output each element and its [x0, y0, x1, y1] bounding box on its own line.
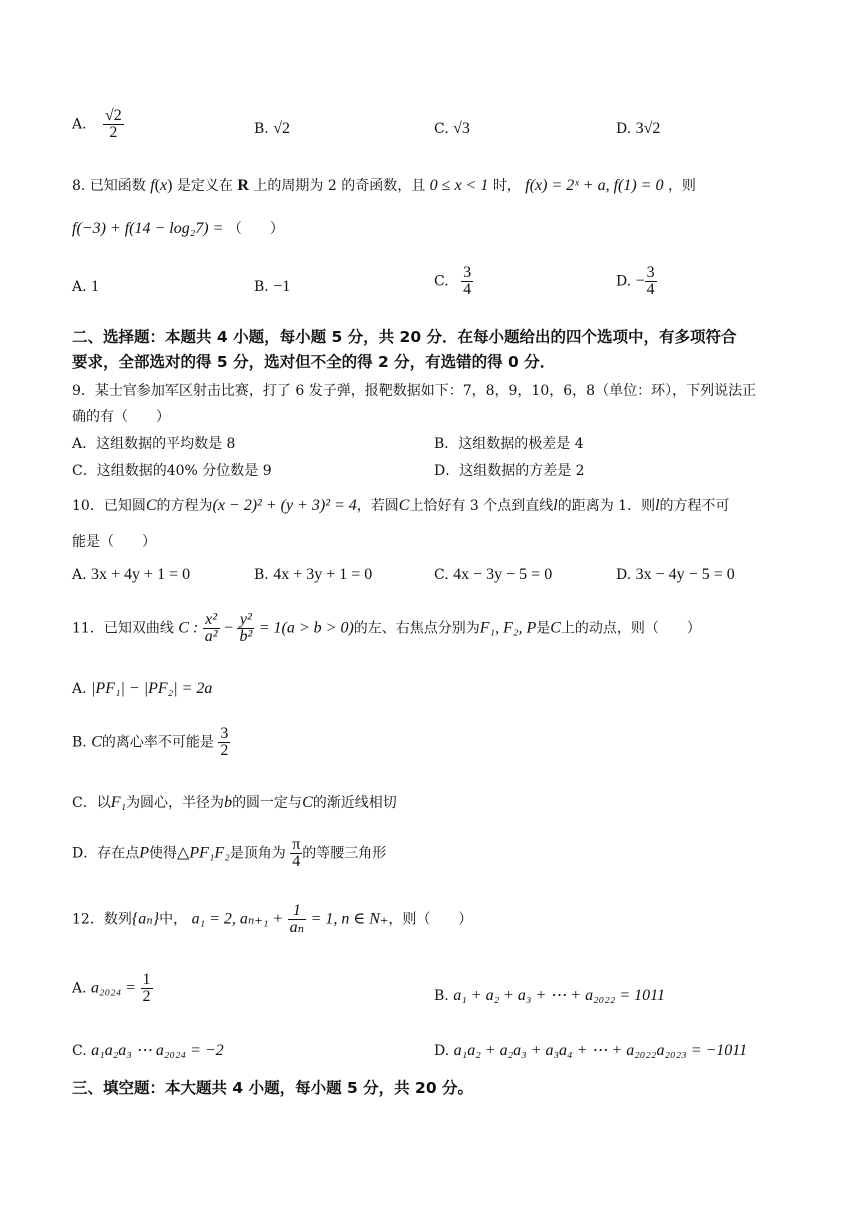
q9-stem-line2: 确的有（ ）: [72, 409, 170, 425]
q9-option-b: B．这组数据的极差是 4: [434, 436, 584, 452]
q11-option-c: C．以F₁为圆心，半径为b的圆一定与C的渐近线相切: [72, 794, 397, 811]
q8-option-d: D. − $\frac{3}{4}$: [616, 264, 655, 298]
q9-option-c: C．这组数据的40% 分位数是 9: [72, 463, 272, 479]
q10-option-b: B. 4x + 3y + 1 = 0: [254, 566, 373, 583]
q12-option-b: B. a₁ + a₂ + a₃ + ⋯ + a₂₀₂₂ = 1011: [434, 987, 665, 1004]
q8-stem-line1: 8. 已知函数 f(x) 是定义在 R 上的周期为 2 的奇函数，且 0 ≤ x < 1 时， f(x) = 2ˣ + a, f(1) = 0 ，则: [72, 177, 696, 194]
q11-option-d: D．存在点P使得△PF₁F₂是顶角为 $\frac{\pi}{4}$ 的等腰三角形: [72, 836, 387, 870]
q8-option-c: C. $\frac{3}{4}$: [434, 264, 472, 298]
section-2-heading: 二、选择题：本题共 4 小题，每小题 5 分，共 20 分．在每小题给出的四个选项中，有多项符合: [72, 328, 737, 346]
q8-stem-line2: f(−3) + f(14 − log₂7) = （ ）: [72, 220, 284, 237]
q7-option-b: B. √2: [254, 120, 290, 137]
q8-option-b: B. −1: [254, 278, 291, 295]
q10-option-c: C. 4x − 3y − 5 = 0: [434, 566, 553, 583]
q9-option-a: A．这组数据的平均数是 8: [72, 436, 236, 452]
q9-option-d: D．这组数据的方差是 2: [434, 463, 585, 479]
q12-option-a: A. a₂₀₂₄ = $\frac{1}{2}$: [72, 971, 151, 1005]
q10-stem-line1: 10．已知圆C的方程为(x − 2)² + (y + 3)² = 4，若圆C上恰好有 3 个点到直线l的距离为 1．则l的方程不可: [72, 497, 730, 514]
q12-stem: 12．数列{aₙ}中， a₁ = 2, aₙ₊₁ + $\frac{1}{\text{aₙ}}$ = 1, n ∈ N₊，则（ ）: [72, 902, 473, 936]
q10-option-a: A. 3x + 4y + 1 = 0: [72, 566, 191, 583]
section-3-heading: 三、填空题：本大题共 4 小题，每小题 5 分，共 20 分。: [72, 1079, 474, 1097]
q9-stem-line1: 9．某士官参加军区射击比赛，打了 6 发子弹，报靶数据如下：7，8，9，10，6，8（单位：环），下列说法正: [72, 383, 757, 399]
q12-option-d: D. a₁a₂ + a₂a₃ + a₃a₄ + ⋯ + a₂₀₂₂a₂₀₂₃ = −1011: [434, 1042, 748, 1059]
q7-option-c: C. √3: [434, 120, 470, 137]
q11-stem: 11．已知双曲线 C : $\frac{\text{x²}}{\text{a²}}$ − $\frac{\text{y²}}{\text{b²}}$ = 1(a > b > 0)的左、右焦点分别为F₁, F₂, P是C上的动点，则（ ）: [72, 611, 701, 645]
q12-option-c: C. a₁a₂a₃ ⋯ a₂₀₂₄ = −2: [72, 1042, 224, 1059]
q11-option-b: B. C的离心率不可能是 $\frac{3}{2}$: [72, 725, 229, 759]
q10-option-d: D. 3x − 4y − 5 = 0: [616, 566, 735, 583]
q7-option-d: D. 3√2: [616, 120, 661, 137]
q11-option-a: A. |PF₁| − |PF₂| = 2a: [72, 680, 213, 697]
q8-option-a: A. 1: [72, 278, 100, 295]
q10-stem-line2: 能是（ ）: [72, 534, 156, 550]
section-2-heading-cont: 要求，全部选对的得 5 分，选对但不全的得 2 分，有选错的得 0 分．: [72, 353, 556, 371]
q7-option-a: A. $\frac{√2}{2}$: [72, 107, 122, 141]
